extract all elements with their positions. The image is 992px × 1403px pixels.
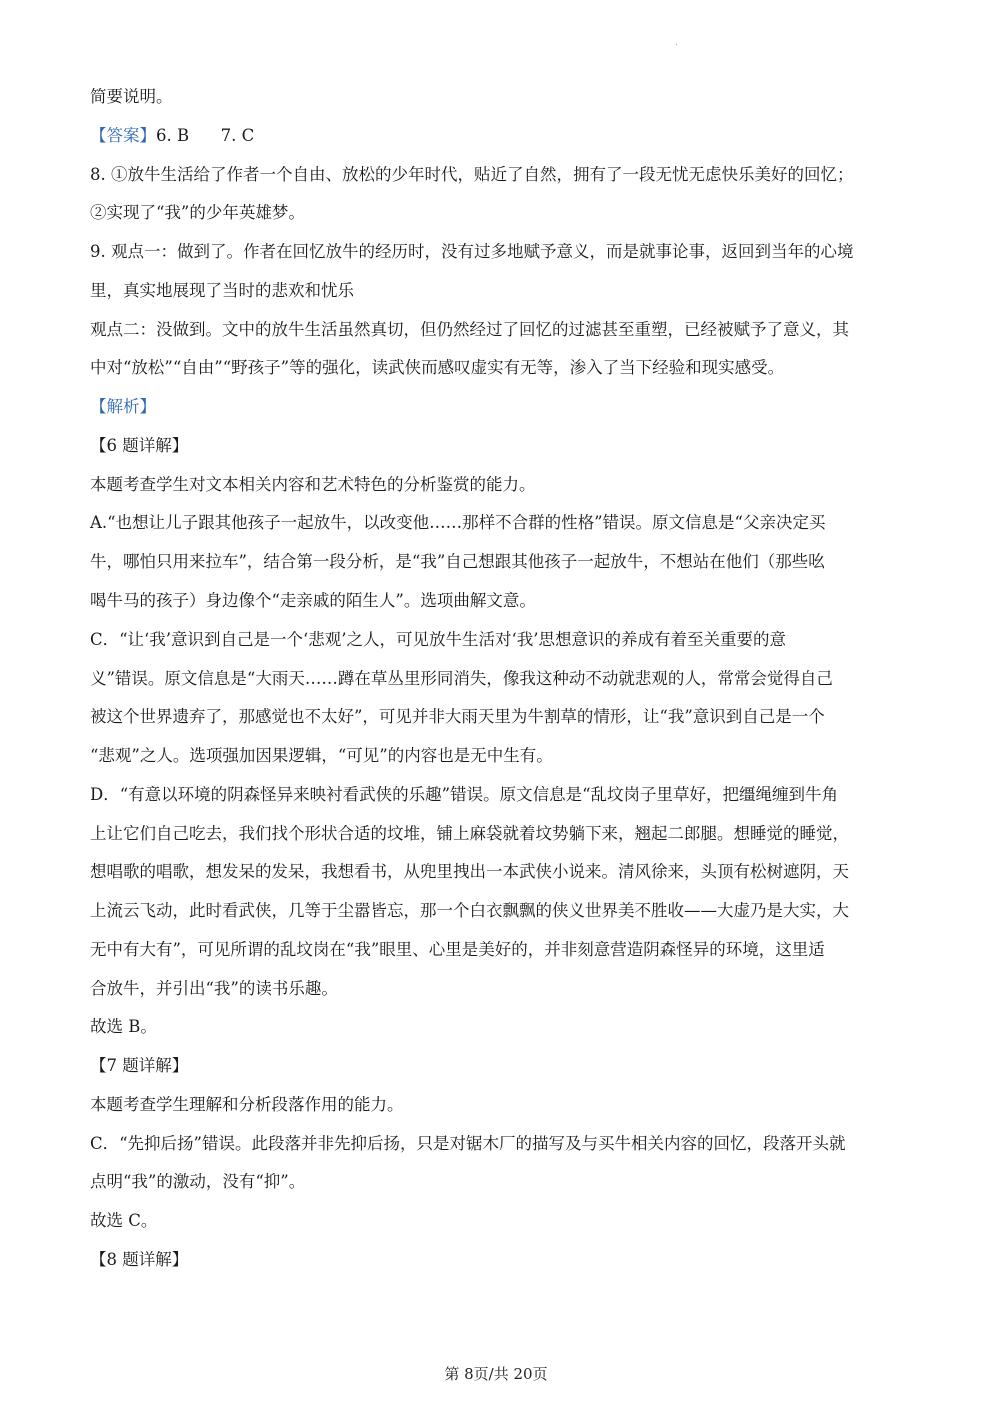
text-line: A.“也想让儿子跟其他孩子一起放牛，以改变他……那样不合群的性格”错误。原文信息是“父亲决定买 (90, 513, 826, 532)
text-line: 牛，哪怕只用来拉车”，结合第一段分析，是“我”自己想跟其他孩子一起放牛，不想站在他们（那些吆 (90, 552, 825, 571)
text-line: 上让它们自己吃去，我们找个形状合适的坟堆，铺上麻袋就着坟势躺下来，翘起二郎腿。想睡觉的睡觉， (90, 824, 849, 843)
answer-text: 6. B 7. C (156, 126, 255, 145)
text-line: 点明“我”的激动，没有“抑”。 (90, 1172, 306, 1191)
text-line: “悲观”之人。选项强加因果逻辑，“可见”的内容也是无中生有。 (90, 746, 553, 765)
text-line: 义”错误。原文信息是“大雨天……蹲在草丛里形同消失，像我这种动不动就悲观的人，常常会觉得自己 (90, 669, 833, 688)
text-line: D．“有意以环境的阴森怪异来映衬看武侠的乐趣”错误。原文信息是“乱坟岗子里草好，把缰绳缠到牛角 (90, 785, 839, 804)
text-line: ②实现了“我”的少年英雄梦。 (90, 203, 305, 222)
text-line: 无中有大有”，可见所谓的乱坟岗在“我”眼里、心里是美好的，并非刻意营造阴森怪异的环境，这里适 (90, 940, 825, 959)
section-heading: 【7 题详解】 (90, 1056, 189, 1075)
text-line: 故选 B。 (90, 1017, 157, 1036)
text-line: 上流云飞动，此时看武侠，几等于尘嚣皆忘，那一个白衣飘飘的侠义世界美不胜收——大虚乃是大实，大 (90, 901, 849, 920)
text-line: 故选 C。 (90, 1211, 158, 1230)
page-footer: 第 8页/共 20页 (444, 1365, 548, 1383)
analysis-label: 【解析】 (90, 397, 156, 416)
text-line: 本题考查学生理解和分析段落作用的能力。 (90, 1095, 404, 1114)
text-line: 被这个世界遗弃了，那感觉也不太好”，可见并非大雨天里为牛割草的情形，让“我”意识到自己是一个 (90, 707, 825, 726)
text-line: 观点二：没做到。文中的放牛生活虽然真切，但仍然经过了回忆的过滤甚至重塑，已经被赋予了意义，其 (90, 320, 849, 339)
text-line: 简要说明。 (90, 87, 173, 106)
section-heading: 【6 题详解】 (90, 436, 189, 455)
section-heading: 【8 题详解】 (90, 1250, 189, 1269)
text-line: C．“让‘我’意识到自己是一个‘悲观’之人，可见放牛生活对‘我’思想意识的养成有着至关重要的意 (90, 630, 787, 649)
scan-dot (676, 44, 677, 45)
text-line: 本题考查学生对文本相关内容和艺术特色的分析鉴赏的能力。 (90, 475, 536, 494)
text-line: C．“先抑后扬”错误。此段落并非先抑后扬，只是对锯木厂的描写及与买牛相关内容的回忆，段落开头就 (90, 1134, 846, 1153)
answer-line (90, 126, 905, 146)
text-line: 9. 观点一：做到了。作者在回忆放牛的经历时，没有过多地赋予意义，而是就事论事，返回到当年的心境 (90, 242, 854, 261)
text-line: 8. ①放牛生活给了作者一个自由、放松的少年时代，贴近了自然，拥有了一段无忧无虑快乐美好的回忆； (90, 165, 854, 184)
text-line: 中对“放松”“自由”“野孩子”等的强化，读武侠而感叹虚实有无等，渗入了当下经验和现实感受。 (90, 358, 785, 377)
text-line: 喝牛马的孩子）身边像个“走亲戚的陌生人”。选项曲解文意。 (90, 591, 536, 610)
answer-label: 【答案】 (90, 126, 156, 145)
text-line: 里，真实地展现了当时的悲欢和忧乐 (90, 281, 354, 300)
text-line: 合放牛，并引出“我”的读书乐趣。 (90, 979, 338, 998)
text-line: 想唱歌的唱歌，想发呆的发呆，我想看书，从兜里拽出一本武侠小说来。清风徐来，头顶有松树遮阴，天 (90, 862, 849, 881)
